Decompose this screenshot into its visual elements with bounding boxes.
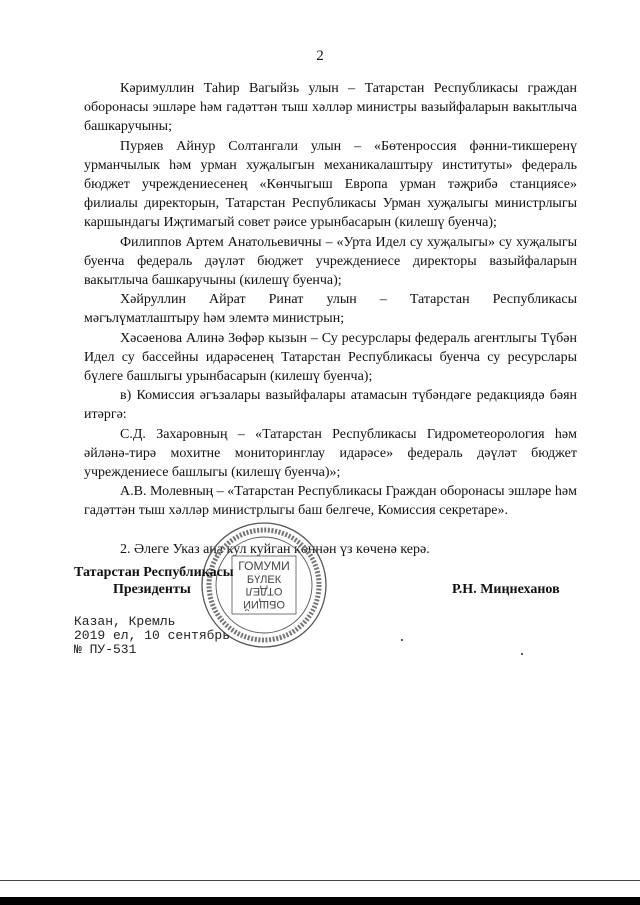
footer-number: № ПУ-531: [74, 642, 137, 657]
seal-text: ОТДЕЛ: [245, 585, 283, 597]
paragraph: С.Д. Захаровның – «Татарстан Республикасы Гидрометеорология һәм әйләнә-тирә мохитне мониторинглау идарәсе» федераль дәүләт бюджет учреждениесе башлыгы (килешү буенча)»;: [84, 426, 577, 481]
decree-text: [84, 79, 577, 559]
footer-date: 2019 ел, 10 сентябрь: [74, 628, 231, 643]
paragraph: Хәсәенова Алинә Зөфәр кызын – Су ресурслары федераль агентлыгы Түбән Идел су бассейны идарәсенең Татарстан Республикасы буенча су ресурслары бүлеге башлыгы урынбасарын (килешү буенча);: [84, 330, 577, 385]
paragraph: Филиппов Артем Анатольевичны – «Урта Идел су хуҗалыгы» су хуҗалыгы буенча федераль дәүләт бюджет учреждениесе директоры вазыйфаларын вакытлыча башкаручыны (килешү буенча);: [84, 234, 577, 289]
seal-text: ГОМУМИ: [238, 559, 290, 573]
paragraph: Хәйруллин Айрат Ринат улын – Татарстан Республикасы мәгълүматлаштыру һәм элемтә министрын;: [84, 292, 577, 327]
footer-place: Казан, Кремль: [74, 614, 176, 629]
paragraph: в) Комиссия әгъзалары вазыйфалары атамасын түбәндәге редакциядә бәян итәргә:: [84, 388, 577, 423]
scan-edge-line: [0, 880, 640, 881]
paragraph: Кәримуллин Таһир Вагыйзь улын – Татарстан Республикасы граждан оборонасы эшләре һәм гадәттән тыш хәлләр министры вазыйфаларын вакытлыча башкаручыны;: [84, 81, 577, 135]
signature-organization: Татарстан Республикасы: [74, 565, 234, 580]
closing-paragraph: 2. Әлеге Указ аңа кул куйган көннән үз көченә керә.: [120, 541, 430, 557]
scan-bottom-border: [0, 897, 640, 905]
seal-text: БҮЛЕК: [246, 574, 282, 586]
seal-text: ОБЩИЙ: [243, 598, 285, 610]
signature-name: Р.Н. Миңнеханов: [452, 582, 560, 597]
page-number: 2: [316, 48, 324, 64]
signature-title: Президенты: [113, 582, 191, 597]
scan-speck: [521, 653, 523, 655]
paragraph: Пуряев Айнур Солтангали улын – «Бөтенроссия фәнни-тикшеренү урманчылык һәм урман хуҗалыгын механикалаштыру институты» федераль бюджет учреждениесенең «Көнчыгыш Европа урман тәҗрибә станциясе» филиалы директорын, Татарстан Республикасы Урман хуҗалыгы министрлыгы каршындагы Иҗтимагый совет рәисе урынбасарын (килешү буенча);: [84, 138, 577, 231]
paragraph: А.В. Молевның – «Татарстан Республикасы Граждан оборонасы эшләре һәм гадәттән тыш хәлләр министрлыгы баш белгече, Комиссия секретаре».: [84, 484, 577, 519]
scan-speck: [401, 639, 403, 641]
